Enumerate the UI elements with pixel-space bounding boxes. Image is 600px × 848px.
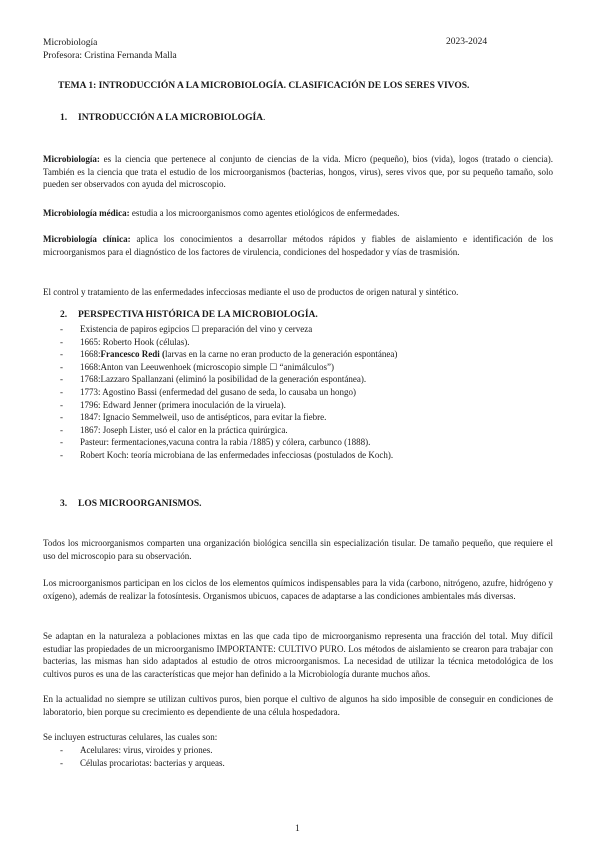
list-item: - 1796: Edward Jenner (primera inoculación de la viruela). [60, 399, 286, 410]
microorganisms-paragraph-4: En la actualidad no siempre se utilizan cultivos puros, bien porque el cultivo de algunos ha sido imposible de conseguir en condiciones de laboratorio, bien porque su crecimiento es dependiente de una célula hospedadora. [43, 694, 553, 717]
list-item: - 1867: Joseph Lister, usó el calor en la práctica quirúrgica. [60, 424, 288, 435]
header-year: 2023-2024 [446, 37, 488, 47]
definition-text: es la ciencia que pertenece al conjunto de ciencias de la vida. Micro (pequeño), bios (vida), logos (tratado o ciencia). También es la ciencia que trata el estudio de los microorganismos (bacterias, hongos, virus), seres vivos que, por su pequeño tamaño, solo pueden ser observados con ayuda del microscopio. [43, 154, 553, 190]
section-1-number: 1. [60, 113, 68, 123]
header-professor: Profesora: Cristina Fernanda Malla [43, 51, 177, 61]
definition-term: Microbiología médica: [43, 208, 130, 218]
list-item: - 1773: Agostino Bassi (enfermedad del gusano de seda, lo causaba un hongo) [60, 386, 356, 397]
section-1-title: INTRODUCCIÓN A LA MICROBIOLOGÍA [78, 113, 264, 123]
control-paragraph: El control y tratamiento de las enfermedades infecciosas mediante el uso de productos de origen natural y sintético. [43, 287, 459, 297]
list-item: - Existencia de papiros egipcios ☐ preparación del vino y cerveza [60, 324, 313, 334]
section-3-title: LOS MICROORGANISMOS. [78, 499, 202, 509]
microorganisms-paragraph-3: Se adaptan en la naturaleza a poblaciones mixtas en las que cada tipo de microorganismo representa una fracción del total. Muy difícil estudiar las propiedades de un microorganismo IMPORTANTE: CULTIVO PURO. Los métodos de aislamiento se crearon para trabajar con bacterias, las mismas han sido adaptados al estudio de otros microorganismos. La necesidad de utilizar la técnica metodológica de los cultivos puros es una de las características que mejor han definido a la Microbiología durante muchos años. [43, 631, 553, 679]
microorganisms-paragraph-2: Los microorganismos participan en los ciclos de los elementos químicos indispensables para la vida (carbono, nitrógeno, azufre, hidrógeno y oxígeno), además de realizar la fotosíntesis. Organismos ubicuos, capaces de adaptarse a las condiciones ambientales más diversas. [43, 578, 553, 601]
definition-text: estudia a los microorganismos como agentes etiológicos de enfermedades. [129, 208, 400, 218]
microorganisms-paragraph-5: Se incluyen estructuras celulares, las cuales son: [43, 732, 218, 742]
header-subject: Microbiología [43, 38, 98, 48]
page-title: TEMA 1: INTRODUCCIÓN A LA MICROBIOLOGÍA. CLASIFICACIÓN DE LOS SERES VIVOS. [58, 81, 470, 91]
section-3-heading [60, 499, 202, 509]
page-number: 1 [295, 824, 300, 834]
definition-text: aplica los conocimientos a desarrollar métodos rápidos y fiables de aislamiento e identificación de los microorganismos para el diagnóstico de los factores de virulencia, condiciones del hospedador y vías de trasmisión. [43, 234, 553, 257]
list-item: - 1665: Roberto Hook (células). [60, 336, 190, 347]
section-1-heading [60, 113, 265, 123]
list-item: - Células procariotas: bacterias y arqueas. [60, 757, 225, 768]
section-2-heading [60, 310, 318, 320]
microorganisms-paragraph-1: Todos los microorganismos comparten una organización biológica sencilla sin especialización tisular. De tamaño pequeño, que requiere el uso del microscopio para su observación. [43, 538, 553, 561]
list-item: - Robert Koch: teoría microbiana de las enfermedades infecciosas (postulados de Koch). [60, 449, 394, 460]
section-2-title: PERSPECTIVA HISTÓRICA DE LA MICROBIOLOGÍA. [78, 310, 318, 320]
list-item: - 1668:Francesco Redi (larvas en la carne no eran producto de la generación espontánea) [60, 349, 398, 360]
list-item: - 1768:Lazzaro Spallanzani (eliminó la posibilidad de la generación espontánea). [60, 374, 367, 385]
definition-microbiologia [43, 153, 553, 191]
definition-term: Microbiología clínica: [43, 234, 131, 244]
section-2-number: 2. [60, 310, 68, 320]
history-list [60, 323, 540, 462]
definition-microbiologia-clinica [43, 233, 553, 258]
list-item: - Pasteur: fermentaciones,vacuna contra la rabia /1885) y cólera, carbunco (1888). [60, 437, 371, 448]
definition-microbiologia-medica [43, 207, 553, 220]
section-1-title-suffix: . [263, 113, 266, 123]
section-3-number: 3. [60, 499, 68, 509]
list-item: - 1668:Anton van Leeuwenhoek (microscopio simple ☐ “animálculos”) [60, 361, 334, 372]
list-item: - 1847: Ignacio Semmelweil, uso de antisépticos, para evitar la fiebre. [60, 412, 327, 423]
cell-structures-list [60, 744, 540, 769]
definition-term: Microbiología: [43, 154, 100, 164]
list-item: - Acelulares: virus, viroides y priones. [60, 745, 213, 755]
